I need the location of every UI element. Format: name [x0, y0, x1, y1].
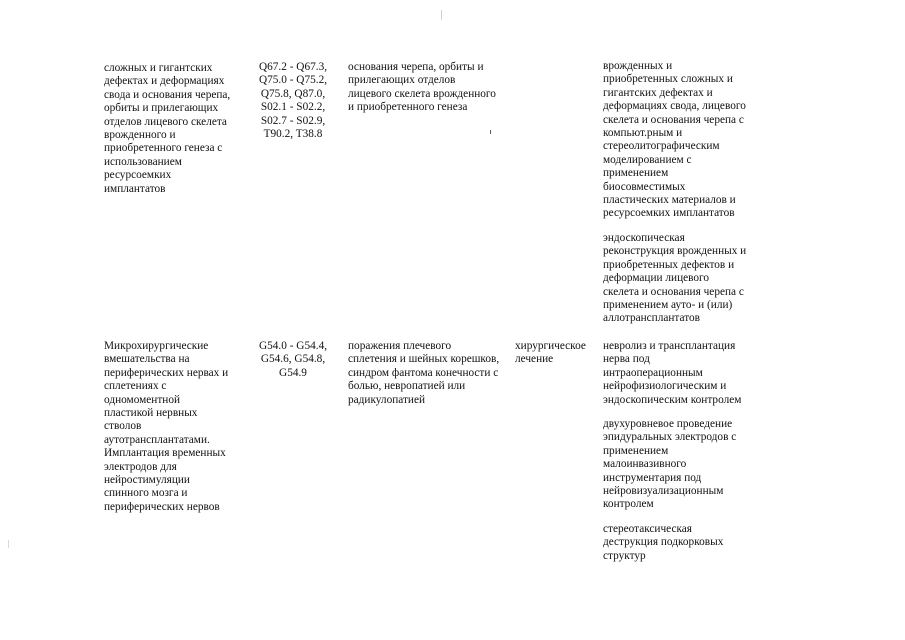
row-1-patient-model: основания черепа, орбиты и прилегающих отделов лицевого скелета врожденного и приобретенного генеза: [348, 61, 496, 114]
row-1-procedure-name: сложных и гигантских дефектах и деформациях свода и основания черепа, орбиты и прилегающих отделов лицевого скелета врожденного и приобретенного генеза с использованием ресурсоемких имплантатов: [104, 62, 231, 195]
row-2-treatment-type: хирургическое лечение: [515, 340, 586, 366]
row-2-method-1: невролиз и трансплантация нерва под интраоперационным нейрофизиологическим и эндоскопическим контролем: [603, 340, 742, 406]
row-1-method-2: эндоскопическая реконструкция врожденных и приобретенных дефектов и деформации лицевого скелета и основания черепа с применением ауто- и (или) аллотрансплантатов: [603, 232, 747, 325]
row-2-method-2: двухуровневое проведение эпидуральных электродов с применением малоинвазивного инструментария под нейровизуализационным контролем: [603, 418, 737, 511]
row-2-diagnosis-codes: G54.0 - G54.4, G54.6, G54.8, G54.9: [258, 340, 328, 379]
row-2-method-3: стереотаксическая деструкция подкорковых структур: [603, 523, 724, 562]
row-2-patient-model: поражения плечевого сплетения и шейных корешков, синдром фантома конечности с болью, невропатией или радикулопатией: [348, 340, 500, 406]
row-1-method-1: врожденных и приобретенных сложных и гигантских дефектах и деформациях свода, лицевого скелета и основания черепа с компьют.рным и стереолитографическим моделированием с применением биосовместимых пластических материалов и ресурсоемких имплантатов: [603, 60, 746, 220]
row-1-diagnosis-codes: Q67.2 - Q67.3, Q75.0 - Q75.2, Q75.8, Q87.0, S02.1 - S02.2, S02.7 - S02.9, T90.2, T38.8: [258, 61, 328, 141]
scan-speck: [490, 130, 491, 134]
row-2-procedure-name: Микрохирургические вмешательства на периферических нервах и сплетениях с одномоментной пластикой нервных стволов аутотрансплантатами. Имплантация временных электродов для нейростимуляции спинного мозга и периферических нервов: [104, 340, 229, 513]
scan-speck: [8, 540, 9, 548]
scan-speck: [441, 10, 442, 20]
